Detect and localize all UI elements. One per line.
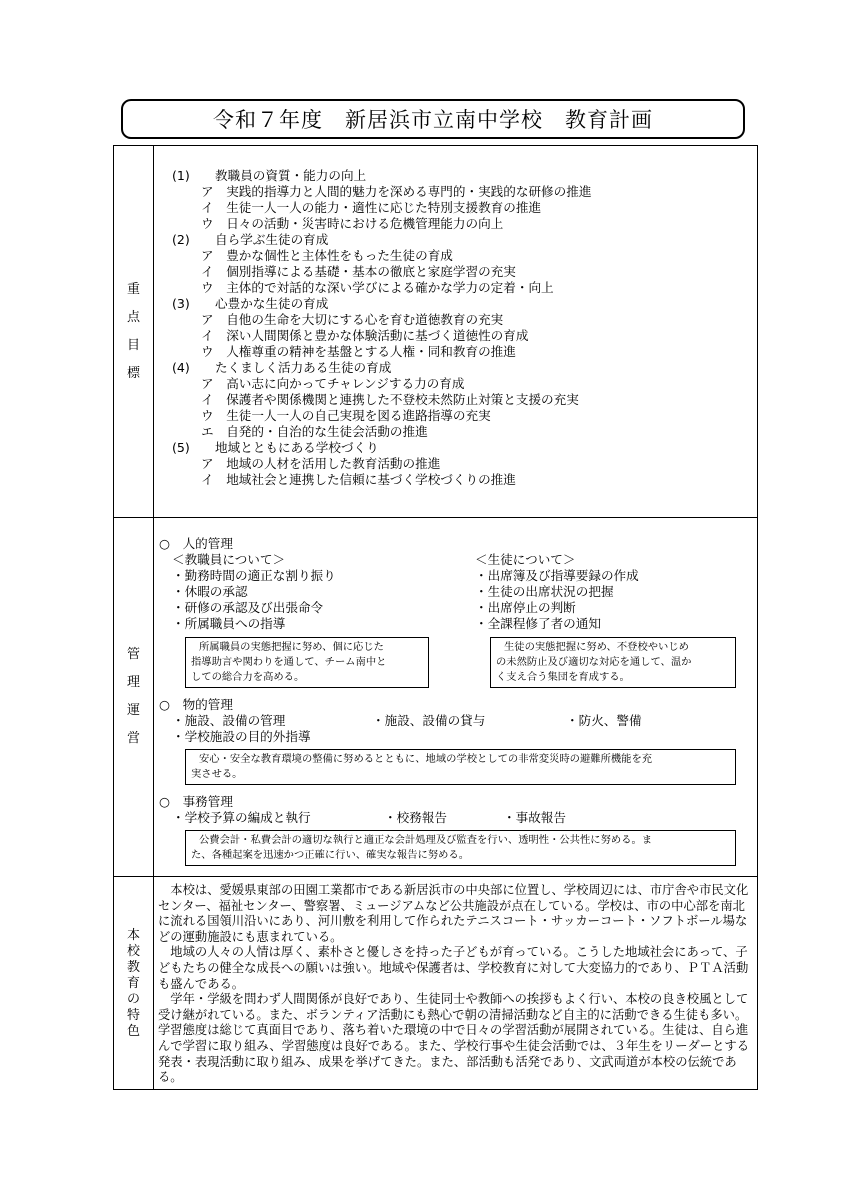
office-item: ・学校予算の編成と執行 — [172, 810, 311, 825]
note-line: 指導助言や関わりを通して、チーム南中と — [191, 656, 387, 668]
goal-item: イ 保護者や関係機関と連携した不登校未然防止対策と支援の充実 — [201, 392, 579, 407]
student-item: ・出席停止の判断 — [475, 600, 576, 615]
goal-item: ア 高い志に向かってチャレンジする力の育成 — [201, 376, 465, 391]
features-label-char: 教 — [126, 960, 140, 975]
goal-item: イ 地域社会と連携した信頼に基づく学校づくりの推進 — [201, 472, 516, 487]
goal-heading: (1) 教職員の資質・能力の向上 — [172, 168, 367, 183]
physical-item: ・施設、設備の貸与 — [372, 713, 486, 728]
goal-heading: (3) 心豊かな生徒の育成 — [172, 296, 329, 311]
goals-label-char: 標 — [126, 366, 140, 381]
goals-label — [114, 146, 153, 517]
physical-item: ・施設、設備の管理 — [172, 713, 286, 728]
features-label-char: 校 — [126, 944, 140, 959]
note-line: た、各種起案を迅速かつ正確に行い、確実な報告に努める。 — [191, 849, 470, 861]
student-note — [490, 637, 736, 688]
student-item: ・全課程修了者の通知 — [475, 616, 601, 631]
goals-label-char: 点 — [126, 310, 140, 325]
note-line: く支え合う集団を育成する。 — [496, 671, 630, 683]
personnel-heading: ○ 人的管理 — [159, 536, 233, 551]
note-line: 生徒の実態把握に努め、不登校やいじめ — [504, 641, 689, 653]
physical-note — [185, 749, 736, 785]
management-label-char: 営 — [126, 731, 140, 746]
goal-item: ウ 日々の活動・災害時における危機管理能力の向上 — [201, 216, 504, 231]
physical-item: ・学校施設の目的外指導 — [172, 729, 311, 744]
features-paragraph: 本校は、愛媛県東部の田園工業都市である新居浜市の中央部に位置し、学校周辺には、市庁舎や市民文化センター、福祉センター、警察署、ミュージアムなど公共施設が点在している。学校は、市の中心部を南北に流れる国領川沿いにあり、河川敷を利用して作られたテニスコート・サッカーコート・ソフトボール場などの運動施設にも恵まれている。 — [158, 883, 749, 944]
staff-item: ・休暇の承認 — [172, 584, 248, 599]
page-title: 令和７年度 新居浜市立南中学校 教育計画 — [121, 99, 745, 139]
management-label-char: 運 — [126, 703, 140, 718]
note-line: の未然防止及び適切な対応を通して、温か — [496, 656, 692, 668]
plan-table — [113, 145, 758, 1090]
goal-item: イ 生徒一人一人の能力・適性に応じた特別支援教育の推進 — [201, 200, 542, 215]
row-divider-1 — [114, 517, 757, 518]
goals-label-char: 目 — [126, 338, 140, 353]
staff-note — [185, 637, 429, 688]
goal-item: ウ 主体的で対話的な深い学びによる確かな学力の定着・向上 — [201, 280, 554, 295]
features-text — [158, 883, 751, 1086]
goal-item: ア 地域の人材を活用した教育活動の推進 — [201, 456, 441, 471]
management-label — [114, 517, 153, 876]
goal-item: ウ 人権尊重の精神を基盤とする人権・同和教育の推進 — [201, 344, 516, 359]
goal-item: エ 自発的・自治的な生徒会活動の推進 — [201, 424, 428, 439]
staff-item: ・勤務時間の適正な割り振り — [172, 568, 336, 583]
goal-item: イ 深い人間関係と豊かな体験活動に基づく道徳性の育成 — [201, 328, 529, 343]
note-line: 所属職員の実態把握に努め、個に応じた — [199, 641, 384, 653]
physical-item: ・防火、警備 — [566, 713, 642, 728]
office-item: ・事故報告 — [503, 810, 566, 825]
note-line: 公費会計・私費会計の適切な執行と適正な会計処理及び監査を行い、透明性・公共性に努める。ま — [199, 834, 653, 846]
features-label-char: の — [126, 992, 140, 1007]
features-label-char: 特 — [126, 1008, 140, 1023]
note-line: 実させる。 — [191, 768, 243, 780]
row-divider-2 — [114, 876, 757, 877]
office-heading: ○ 事務管理 — [159, 794, 233, 809]
physical-heading: ○ 物的管理 — [159, 697, 233, 712]
student-item: ・生徒の出席状況の把握 — [475, 584, 614, 599]
goal-item: ア 自他の生命を大切にする心を育む道徳教育の充実 — [201, 312, 504, 327]
features-paragraph: 学年・学級を問わず人間関係が良好であり、生徒同士や教師への挨拶もよく行い、本校の良き校風として受け継がれている。また、ボランティア活動にも熱心で朝の清掃活動など自主的に活動できる生徒も多い。学習態度は総じて真面目であり、落ち着いた環境の中で日々の学習活動が展開されている。生徒は、自ら進んで学習に取り組み、学習態度は良好である。また、学校行事や生徒会活動では、３年生をリーダーとする発表・表現活動に取り組み、成果を挙げてきた。また、部活動も活発であり、文武両道が本校の伝統である。 — [158, 992, 749, 1085]
office-note — [185, 830, 736, 866]
student-item: ・出席簿及び指導要録の作成 — [475, 568, 639, 583]
goal-heading: (2) 自ら学ぶ生徒の育成 — [172, 232, 329, 247]
staff-item: ・所属職員への指導 — [172, 616, 286, 631]
note-line: しての総合力を高める。 — [191, 671, 305, 683]
student-heading: ＜生徒について＞ — [475, 552, 576, 567]
staff-heading: ＜教職員について＞ — [172, 552, 286, 567]
features-label-char: 色 — [126, 1024, 140, 1039]
column-divider — [153, 146, 154, 1089]
goal-heading: (5) 地域とともにある学校づくり — [172, 440, 379, 455]
goal-item: ア 豊かな個性と主体性をもった生徒の育成 — [201, 248, 453, 263]
goals-label-char: 重 — [126, 282, 140, 297]
features-label-char: 育 — [126, 976, 140, 991]
goal-item: ウ 生徒一人一人の自己実現を図る進路指導の充実 — [201, 408, 491, 423]
staff-item: ・研修の承認及び出張命令 — [172, 600, 324, 615]
office-item: ・校務報告 — [384, 810, 447, 825]
goal-item: ア 実践的指導力と人間的魅力を深める専門的・実践的な研修の推進 — [201, 184, 592, 199]
management-label-char: 理 — [126, 675, 140, 690]
goal-heading: (4) たくましく活力ある生徒の育成 — [172, 360, 392, 375]
features-label — [114, 876, 153, 1091]
features-paragraph: 地域の人々の人情は厚く、素朴さと優しさを持った子どもが育っている。こうした地域社会にあって、子どもたちの健全な成長への願いは強い。地域や保護者は、学校教育に対して大変協力的であり、ＰＴＡ活動も盛んである。 — [158, 945, 749, 991]
goal-item: イ 個別指導による基礎・基本の徹底と家庭学習の充実 — [201, 264, 516, 279]
note-line: 安心・安全な教育環境の整備に努めるとともに、地域の学校としての非常変災時の避難所機能を充 — [199, 753, 653, 765]
management-label-char: 管 — [126, 647, 140, 662]
features-label-char: 本 — [126, 928, 140, 943]
